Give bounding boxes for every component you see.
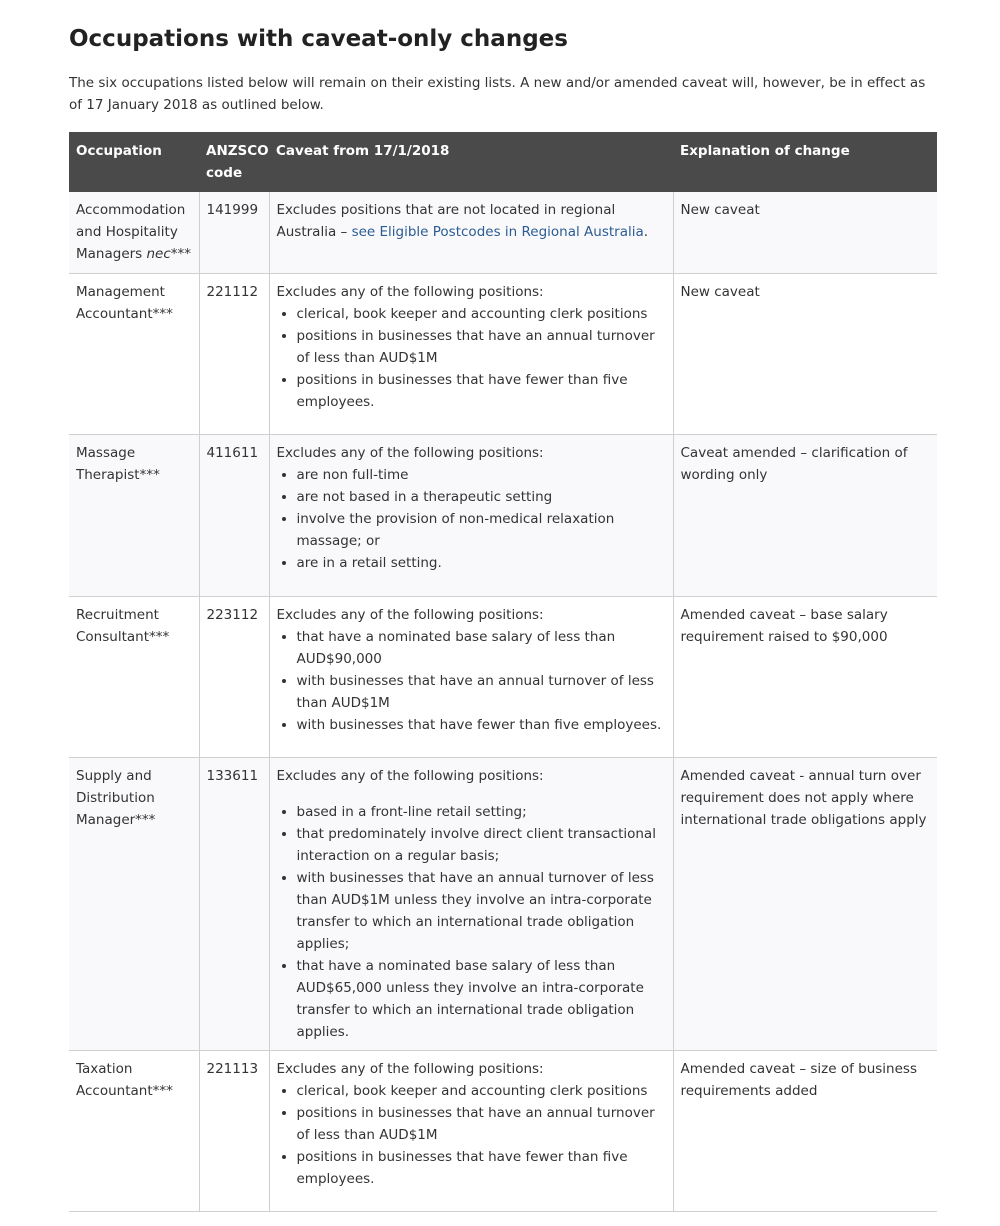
table-row: [69, 273, 937, 434]
caveat-text: Excludes positions that are not located in regional Australia –: [276, 202, 616, 240]
caveat-bullet: • positions in businesses that have fewer than five employees.: [297, 1146, 666, 1190]
occupation-suffix-italic: nec: [146, 246, 171, 262]
caveat-bullet: • with businesses that have an annual turnover of less than AUD$1M unless they involve an intra-corporate transfer to which an international trade obligation applies;: [297, 867, 666, 955]
caveat-bullet: • positions in businesses that have an annual turnover of less than AUD$1M: [297, 1102, 666, 1146]
anzsco-code-cell: 141999: [199, 192, 269, 273]
caveat-bullet: • that have a nominated base salary of less than AUD$65,000 unless they involve an intra-corporate transfer to which an international trade obligation applies.: [297, 955, 666, 1043]
caveat-bullet: • with businesses that have an annual turnover of less than AUD$1M: [297, 670, 666, 714]
caveat-intro: Excludes any of the following positions:: [276, 1060, 544, 1077]
explanation-cell: New caveat: [673, 192, 937, 273]
occupation-cell: Taxation Accountant***: [69, 1050, 199, 1211]
caveat-cell: [269, 596, 673, 757]
explanation-cell: New caveat: [673, 273, 937, 434]
explanation-cell: Amended caveat – base salary requirement raised to $90,000: [673, 596, 937, 757]
caveat-bullet: • that predominately involve direct client transactional interaction on a regular basis;: [297, 823, 666, 867]
table-row: [69, 757, 937, 1050]
caveat-cell: [269, 1050, 673, 1211]
intro-paragraph: The six occupations listed below will remain on their existing lists. A new and/or amended caveat will, however, be in effect as of 17 January 2018 as outlined below.: [69, 75, 926, 113]
caveat-cell: [269, 192, 673, 273]
caveat-bullet-list: [277, 464, 666, 574]
caveat-cell: [269, 757, 673, 1050]
caveat-bullet-list: [277, 303, 666, 413]
eligible-postcodes-link[interactable]: see Eligible Postcodes in Regional Australia: [351, 224, 644, 240]
header-anzsco-code: [199, 132, 269, 192]
caveat-bullet: • with businesses that have fewer than five employees.: [297, 714, 666, 736]
page-title: Occupations with caveat-only changes: [69, 26, 568, 52]
occupation-cell: Massage Therapist***: [69, 434, 199, 596]
header-anzsco-line1: ANZSCO: [206, 143, 269, 159]
header-explanation: Explanation of change: [673, 132, 937, 192]
caveat-bullet: • that have a nominated base salary of less than AUD$90,000: [297, 626, 666, 670]
caveat-bullet-list: [277, 801, 666, 1043]
caveat-bullet: • are non full-time: [297, 464, 666, 486]
occupation-cell: Recruitment Consultant***: [69, 596, 199, 757]
anzsco-code-cell: 221113: [199, 1050, 269, 1211]
caveat-intro: Excludes any of the following positions:: [276, 283, 544, 300]
table-row: [69, 192, 937, 273]
table-row: [69, 596, 937, 757]
anzsco-code-cell: 221112: [199, 273, 269, 434]
caveat-intro: Excludes any of the following positions:: [276, 444, 544, 461]
occupation-cell: Management Accountant***: [69, 273, 199, 434]
caveat-bullet: • positions in businesses that have an annual turnover of less than AUD$1M: [297, 325, 666, 369]
table-row: [69, 1050, 937, 1211]
caveat-bullet: • involve the provision of non-medical relaxation massage; or: [297, 508, 666, 552]
anzsco-code-cell: 223112: [199, 596, 269, 757]
caveat-bullet: • clerical, book keeper and accounting clerk positions: [297, 1080, 666, 1102]
table-row: [69, 434, 937, 596]
occupation-name: Accommodation and Hospitality Managers: [76, 202, 186, 262]
anzsco-code-cell: 133611: [199, 757, 269, 1050]
occupation-cell: Supply and Distribution Manager***: [69, 757, 199, 1050]
caveat-bullet: • positions in businesses that have fewer than five employees.: [297, 369, 666, 413]
table-header-row: [69, 132, 937, 192]
anzsco-code-cell: 411611: [199, 434, 269, 596]
occupation-cell: [69, 192, 199, 273]
caveat-bullet: • clerical, book keeper and accounting clerk positions: [297, 303, 666, 325]
caveat-bullet: • are in a retail setting.: [297, 552, 666, 574]
caveat-cell: [269, 434, 673, 596]
caveat-after-link: .: [643, 224, 649, 240]
explanation-cell: Amended caveat – size of business requirements added: [673, 1050, 937, 1211]
explanation-cell: Amended caveat - annual turn over requirement does not apply where international trade obligations apply: [673, 757, 937, 1050]
caveat-bullet-list: [277, 1080, 666, 1190]
caveat-bullet-list: [277, 626, 666, 736]
header-caveat: Caveat from 17/1/2018: [269, 132, 673, 192]
caveat-cell: [269, 273, 673, 434]
caveat-intro: Excludes any of the following positions:: [276, 606, 544, 623]
caveat-bullet: • based in a front-line retail setting;: [297, 801, 666, 823]
caveat-intro: Excludes any of the following positions:: [276, 767, 544, 784]
caveat-bullet: • are not based in a therapeutic setting: [297, 486, 666, 508]
header-occupation: Occupation: [69, 132, 199, 192]
caveat-table: [69, 132, 937, 1212]
header-anzsco-line2: code: [206, 165, 243, 181]
occupation-suffix: ***: [170, 246, 192, 262]
explanation-cell: Caveat amended – clarification of wording only: [673, 434, 937, 596]
